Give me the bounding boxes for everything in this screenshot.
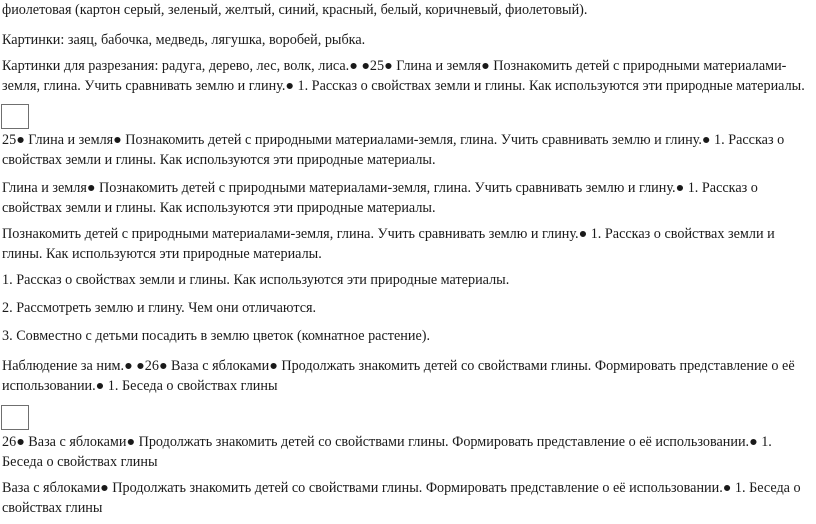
paragraph-vase-apples: Ваза с яблоками● Продолжать знакомить детей со свойствами глины. Формировать представление о её использовании.● 1. Беседа о свойствах глины xyxy=(2,480,801,516)
paragraph-lesson-25: 25● Глина и земля● Познакомить детей с природными материалами-земля, глина. Учить сравнивать землю и глину.● 1. Рассказ о свойствах земли и глины. Как используются эти природные материалы. xyxy=(2,132,785,168)
paragraph-step-3: 3. Совместно с детьми посадить в землю цветок (комнатное растение). xyxy=(2,328,431,344)
paragraph-pictures: Картинки: заяц, бабочка, медведь, лягушка, воробей, рыбка. xyxy=(2,32,366,48)
paragraph-clay-earth: Глина и земля● Познакомить детей с природными материалами-земля, глина. Учить сравнивать землю и глину.● 1. Рассказ о свойствах земли и глины. Как используются эти природные материалы. xyxy=(2,180,758,216)
paragraph-colors: фиолетовая (картон серый, зеленый, желтый, синий, красный, белый, коричневый, фиолетовый). xyxy=(2,2,588,18)
empty-box xyxy=(1,104,29,129)
paragraph-observation: Наблюдение за ним.● ●26● Ваза с яблоками● Продолжать знакомить детей со свойствами глины. Формировать представление о её использовании.● 1. Беседа о свойствах глины xyxy=(2,358,795,394)
paragraph-step-2: 2. Рассмотреть землю и глину. Чем они отличаются. xyxy=(2,300,317,316)
paragraph-cut-pictures: Картинки для разрезания: радуга, дерево, лес, волк, лиса.● ●25● Глина и земля● Познакомить детей с природными материалами-земля, глина. Учить сравнивать землю и глину.● 1. Рассказ о свойствах земли и глины. Как используются эти природные материалы. xyxy=(2,58,805,94)
paragraph-step-1: 1. Рассказ о свойствах земли и глины. Как используются эти природные материалы. xyxy=(2,272,510,288)
paragraph-introduce: Познакомить детей с природными материалами-земля, глина. Учить сравнивать землю и глину.● 1. Рассказ о свойствах земли и глины. Как используются эти природные материалы. xyxy=(2,226,775,262)
empty-box xyxy=(1,405,29,430)
paragraph-lesson-26: 26● Ваза с яблоками● Продолжать знакомить детей со свойствами глины. Формировать представление о её использовании.● 1. Беседа о свойствах глины xyxy=(2,434,772,470)
